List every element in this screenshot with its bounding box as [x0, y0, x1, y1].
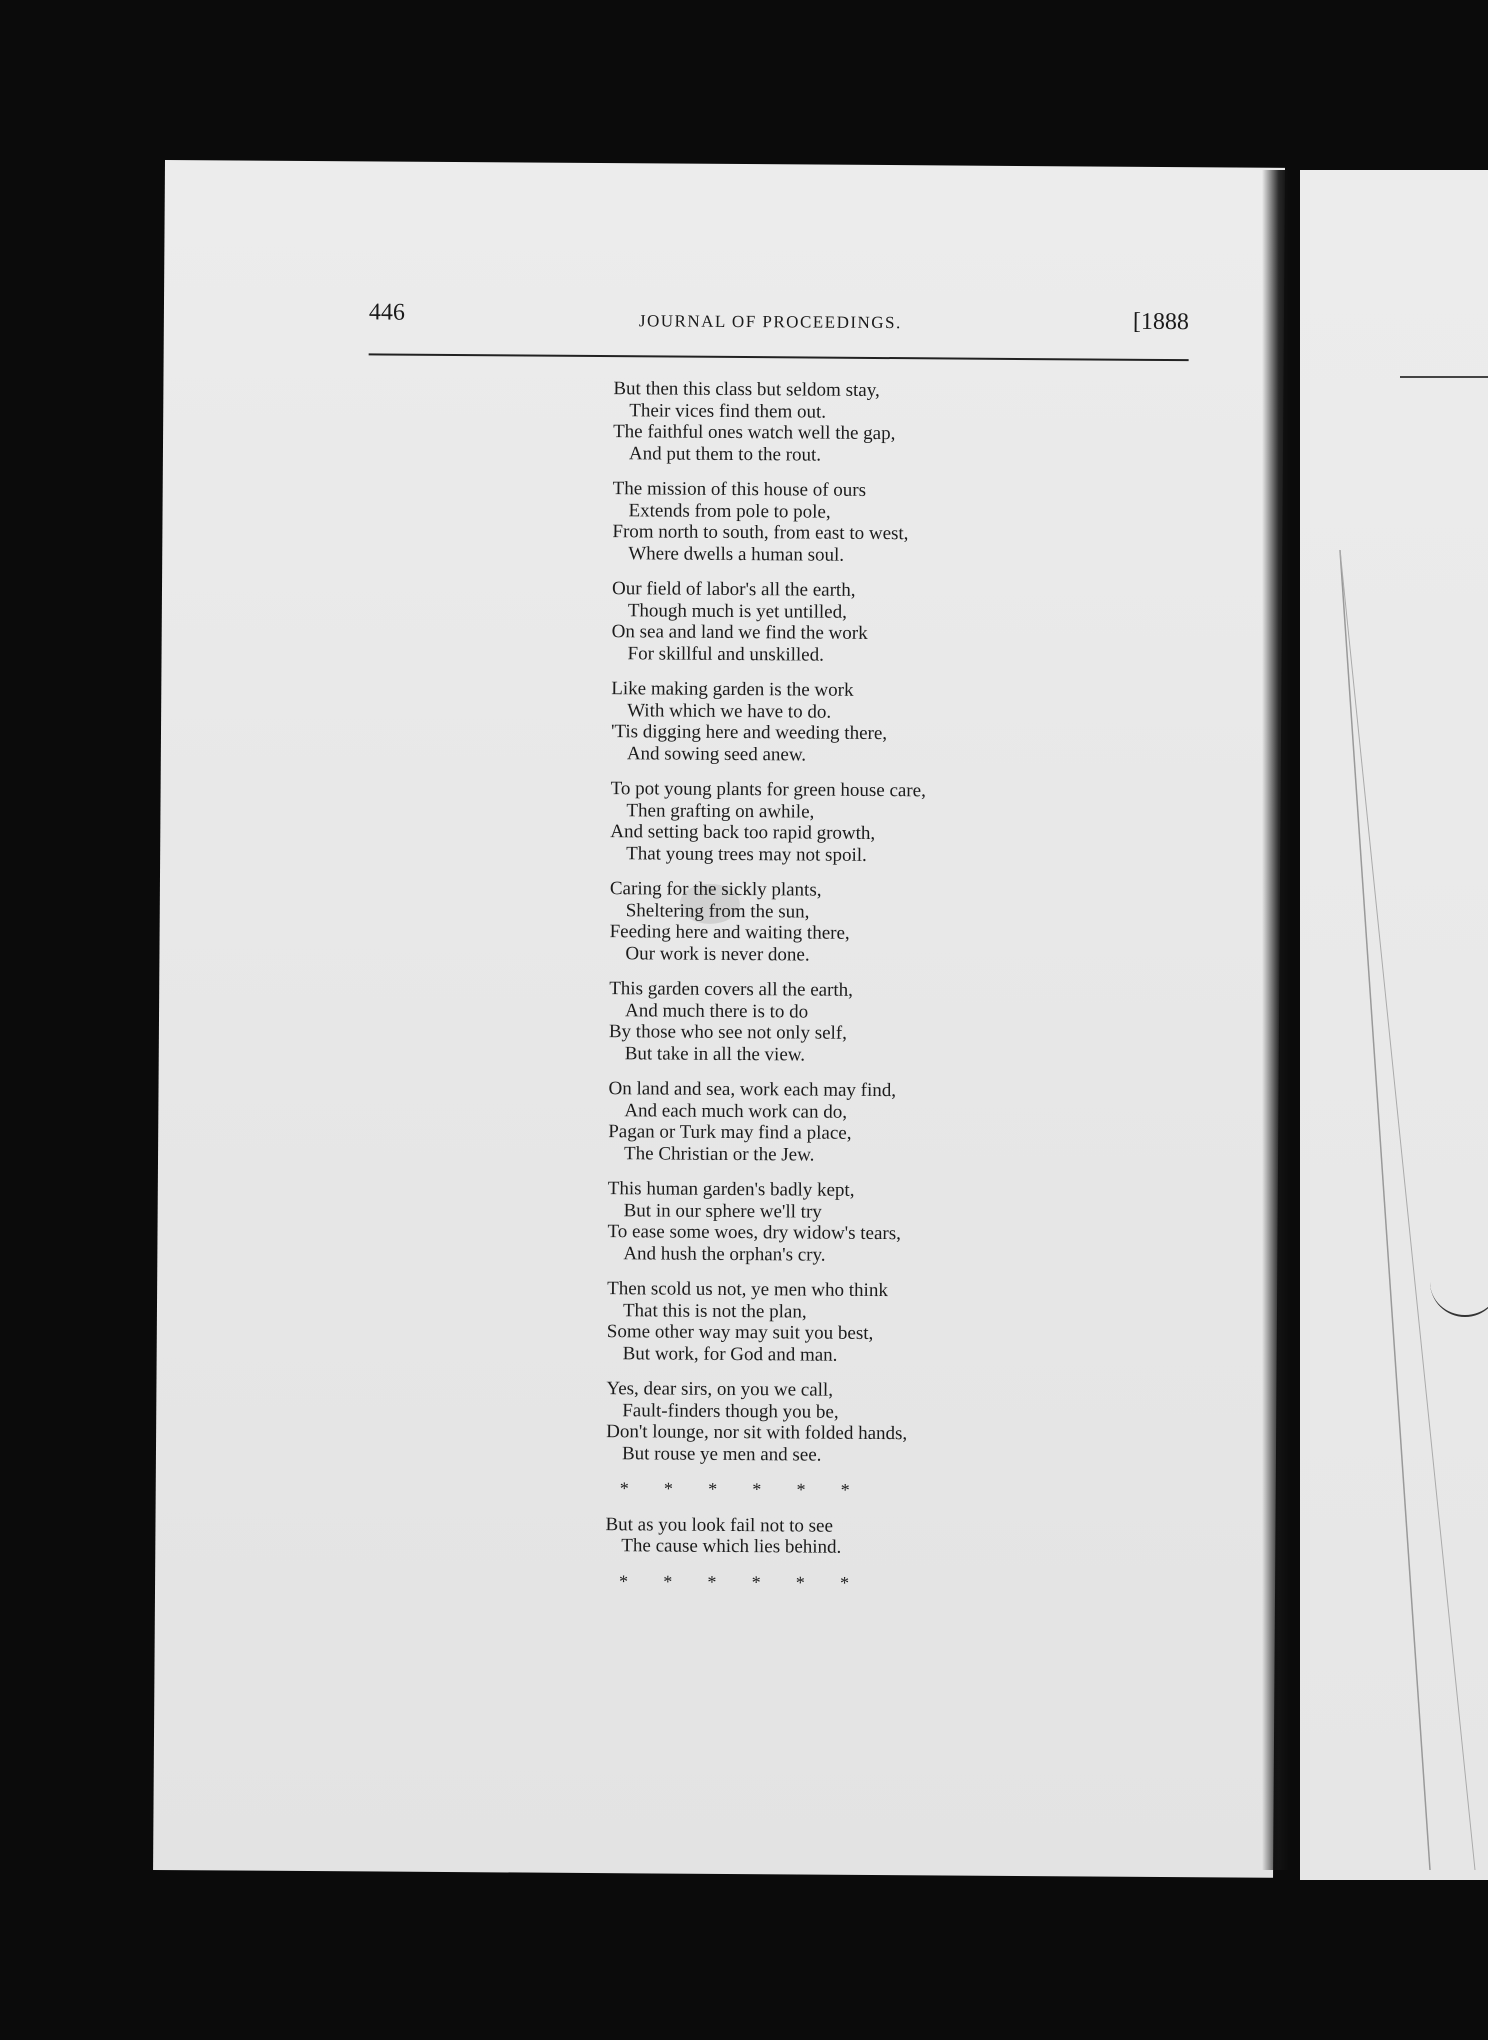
poem-line: This garden covers all the earth,: [609, 978, 854, 1001]
asterisk-separator: [619, 1571, 849, 1594]
poem-line: Don't lounge, nor sit with folded hands,: [606, 1421, 908, 1445]
page-gutter-shadow: [1262, 170, 1290, 1870]
poem-line: That this is not the plan,: [622, 1299, 807, 1323]
poem-line: But work, for God and man.: [622, 1342, 838, 1366]
final-stanza: [605, 1514, 1305, 1562]
poem-line: For skillful and unskilled.: [627, 642, 824, 666]
poem-line: And setting back too rapid growth,: [610, 821, 876, 844]
asterisk: *: [707, 1571, 717, 1592]
poem-line: On sea and land we find the work: [611, 621, 868, 644]
book-page: [153, 160, 1285, 1878]
poem-line: The Christian or the Jew.: [624, 1142, 815, 1166]
asterisk: *: [619, 1570, 629, 1591]
poem-line: But then this class but seldom stay,: [613, 378, 880, 401]
poem-line: This human garden's badly kept,: [607, 1178, 855, 1201]
poem-line: Fault-finders though you be,: [622, 1399, 839, 1423]
poem-line: By those who see not only self,: [608, 1021, 848, 1044]
poem-line: Feeding here and waiting there,: [609, 921, 850, 944]
poem-line: Their vices find them out.: [629, 399, 827, 423]
poem-stanza: [607, 1178, 1308, 1269]
poem-line: But in our sphere we'll try: [623, 1199, 822, 1223]
asterisk: *: [619, 1478, 629, 1499]
asterisk: *: [752, 1479, 762, 1500]
poem-line: Pagan or Turk may find a place,: [608, 1121, 852, 1144]
poem-line: With which we have to do.: [627, 699, 832, 723]
poem-line: To ease some woes, dry widow's tears,: [607, 1221, 901, 1245]
poem-stanza: [609, 878, 1310, 969]
poem-line: And hush the orphan's cry.: [623, 1242, 826, 1266]
poem-body: [605, 378, 1314, 1611]
poem-stanza: [611, 578, 1312, 669]
asterisk: *: [795, 1571, 805, 1593]
poem-stanza: [613, 378, 1314, 469]
poem-line: And sowing seed anew.: [626, 742, 807, 765]
poem-stanza: [610, 778, 1311, 869]
poem-stanza: [611, 678, 1312, 769]
page-number: 446: [368, 299, 406, 326]
poem-stanza: [609, 978, 1310, 1069]
adjacent-page-edge: [1300, 170, 1488, 1880]
poem-line: Yes, dear sirs, on you we call,: [606, 1378, 834, 1401]
poem-stanza: [607, 1278, 1308, 1369]
poem-line: Our field of labor's all the earth,: [611, 578, 856, 601]
poem-line: To pot young plants for green house care,: [610, 778, 926, 802]
poem-line: Then scold us not, ye men who think: [607, 1278, 888, 1302]
poem-line: Though much is yet untilled,: [627, 599, 847, 623]
poem-line: The faithful ones watch well the gap,: [613, 421, 896, 445]
asterisk: *: [663, 1571, 673, 1592]
poem-line: Sheltering from the sun,: [625, 899, 810, 923]
poem-line: Like making garden is the work: [611, 678, 854, 701]
poem-line: From north to south, from east to west,: [612, 521, 909, 545]
poem-line: Our work is never done.: [625, 942, 810, 966]
poem-line: And each much work can do,: [624, 1099, 848, 1123]
poem-line: 'Tis digging here and weeding there,: [610, 721, 888, 745]
poem-line: Where dwells a human soul.: [628, 542, 845, 566]
poem-line: The mission of this house of ours: [612, 478, 867, 501]
asterisk: *: [796, 1479, 806, 1500]
asterisk: *: [751, 1571, 761, 1592]
poem-line: That young trees may not spoil.: [626, 842, 867, 866]
asterisk: *: [708, 1478, 718, 1499]
poem-line: And much there is to do: [625, 999, 809, 1023]
asterisk: *: [839, 1572, 850, 1593]
poem-line: Caring for the sickly plants,: [609, 878, 822, 901]
asterisk: *: [840, 1479, 850, 1500]
poem-line: But as you look fail not to see: [605, 1513, 834, 1537]
poem-line: But take in all the view.: [624, 1042, 806, 1065]
poem-line: And put them to the rout.: [628, 442, 822, 466]
adjacent-page-fold-line: [1300, 170, 1488, 1880]
page-header: [369, 289, 1189, 355]
asterisk-separator: [620, 1478, 850, 1501]
running-head: JOURNAL OF PROCEEDINGS.: [638, 311, 902, 333]
header-year: [1888: [1132, 308, 1189, 336]
poem-stanza: [606, 1378, 1307, 1469]
poem-stanza: [612, 478, 1313, 569]
asterisk: *: [663, 1478, 673, 1499]
poem-line: But rouse ye men and see.: [621, 1442, 822, 1466]
poem-line: On land and sea, work each may find,: [608, 1078, 897, 1102]
poem-stanza: [608, 1078, 1309, 1169]
poem-line: The cause which lies behind.: [621, 1535, 842, 1558]
header-rule: [369, 353, 1189, 361]
poem-line: Then grafting on awhile,: [626, 799, 815, 823]
poem-line: Some other way may suit you best,: [606, 1321, 874, 1344]
poem-line: Extends from pole to pole,: [628, 499, 831, 523]
